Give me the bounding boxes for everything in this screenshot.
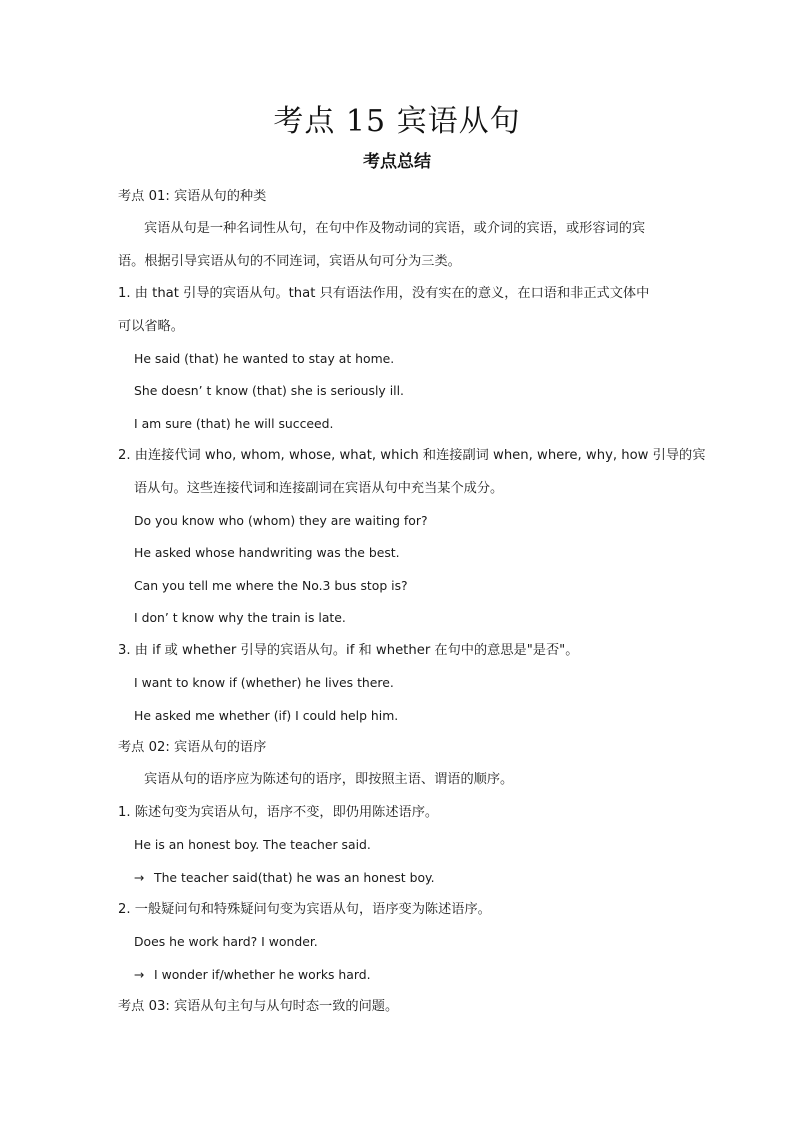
section-heading-02: 考点 02: 宾语从句的语序 (118, 739, 267, 755)
paragraph-line: 语。根据引导宾语从句的不同连词，宾语从句可分为三类。 (118, 253, 461, 269)
example-sentence: The teacher said(that) he was an honest boy. (154, 869, 435, 885)
example-sentence: I wonder if/whether he works hard. (154, 966, 371, 982)
list-item-2: 2. 一般疑问句和特殊疑问句变为宾语从句，语序变为陈述语序。 (118, 901, 491, 917)
list-item-2: 2. 由连接代词 who, whom, whose, what, which 和连接副词 when, where, why, how 引导的宾 (118, 448, 706, 464)
paragraph-line: 宾语从句的语序应为陈述句的语序，即按照主语、谓语的顺序。 (144, 772, 514, 788)
page-title: 考点 15 宾语从句 (273, 104, 521, 139)
example-sentence: He said (that) he wanted to stay at home. (134, 351, 395, 367)
example-sentence: Can you tell me where the No.3 bus stop is? (134, 577, 408, 593)
list-item-3: 3. 由 if 或 whether 引导的宾语从句。if 和 whether 在句中的意思是"是否"。 (118, 642, 579, 658)
example-sentence: I am sure (that) he will succeed. (134, 415, 334, 431)
example-sentence: I don’ t know why the train is late. (134, 610, 346, 626)
list-item-2-continued: 语从句。这些连接代词和连接副词在宾语从句中充当某个成分。 (134, 480, 504, 496)
section-heading-01: 考点 01: 宾语从句的种类 (118, 189, 267, 204)
example-sentence: He asked whose handwriting was the best. (134, 545, 400, 561)
document-body (118, 181, 706, 1024)
list-item-1: 1. 由 that 引导的宾语从句。that 只有语法作用，没有实在的意义，在口语和非正式文体中 (118, 286, 650, 302)
example-transformed (118, 862, 678, 894)
arrow-right-icon: → (134, 869, 145, 885)
list-item-1: 1. 陈述句变为宾语从句，语序不变，即仍用陈述语序。 (118, 804, 439, 820)
example-sentence: Does he work hard? I wonder. (134, 934, 318, 950)
arrow-right-icon: → (134, 966, 145, 982)
paragraph-line: 宾语从句是一种名词性从句，在句中作及物动词的宾语，或介词的宾语，或形容词的宾 (144, 221, 646, 237)
example-sentence: I want to know if (whether) he lives there. (134, 675, 394, 691)
example-transformed (118, 959, 678, 991)
example-sentence: He is an honest boy. The teacher said. (134, 837, 371, 853)
page-subtitle: 考点总结 (363, 152, 431, 172)
example-sentence: He asked me whether (if) I could help him. (134, 707, 399, 723)
section-heading-03: 考点 03: 宾语从句主句与从句时态一致的问题。 (118, 999, 399, 1015)
list-item-1-continued: 可以省略。 (118, 318, 184, 334)
example-sentence: She doesn’ t know (that) she is seriously ill. (134, 383, 404, 399)
example-sentence: Do you know who (whom) they are waiting for? (134, 513, 428, 529)
